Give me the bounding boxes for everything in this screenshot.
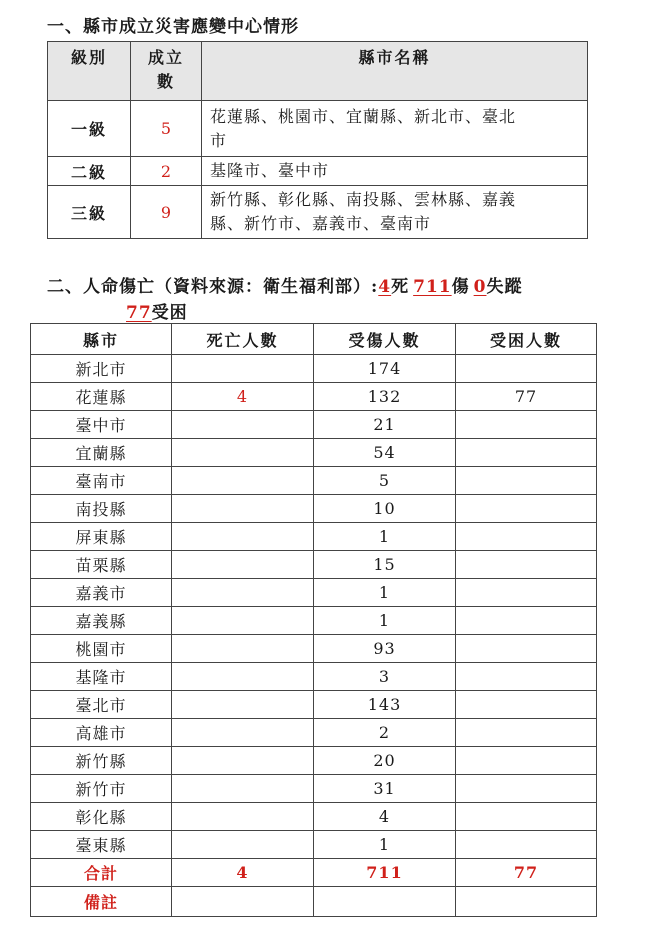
table-row xyxy=(31,439,597,467)
cities-cell: 花蓮縣、桃園市、宜蘭縣、新北市、臺北 市 xyxy=(202,101,588,157)
injured-cell: 54 xyxy=(314,439,456,467)
trapped-cell xyxy=(456,691,597,719)
table-row xyxy=(48,101,588,157)
trapped-cell: 77 xyxy=(456,383,597,411)
injured-cell: 2 xyxy=(314,719,456,747)
city-cell: 南投縣 xyxy=(31,495,172,523)
deaths-cell xyxy=(172,411,314,439)
city-cell: 屏東縣 xyxy=(31,523,172,551)
missing-total: 0 xyxy=(473,277,487,297)
table-header-row xyxy=(48,42,588,101)
table-row xyxy=(48,186,588,239)
trapped-cell xyxy=(456,467,597,495)
trapped-cell xyxy=(456,803,597,831)
deaths-cell xyxy=(172,579,314,607)
trapped-cell xyxy=(456,775,597,803)
injured-cell: 93 xyxy=(314,635,456,663)
trapped-cell xyxy=(456,439,597,467)
trapped-cell xyxy=(456,719,597,747)
table-row xyxy=(48,157,588,186)
table-row xyxy=(31,523,597,551)
count-cell: 9 xyxy=(131,186,202,239)
deaths-cell xyxy=(172,775,314,803)
deaths-cell xyxy=(172,663,314,691)
trapped-total: 77 xyxy=(126,303,152,323)
city-cell: 臺中市 xyxy=(31,411,172,439)
note-cell xyxy=(456,887,597,917)
header-city: 縣市 xyxy=(31,324,172,355)
table-row xyxy=(31,747,597,775)
injured-cell: 1 xyxy=(314,579,456,607)
injured-cell: 5 xyxy=(314,467,456,495)
injured-cell: 1 xyxy=(314,607,456,635)
trapped-cell xyxy=(456,579,597,607)
deaths-cell xyxy=(172,551,314,579)
table-row xyxy=(31,635,597,663)
level-cell: 二級 xyxy=(48,157,131,186)
deaths-cell xyxy=(172,803,314,831)
table-row xyxy=(31,719,597,747)
city-cell: 彰化縣 xyxy=(31,803,172,831)
city-cell: 桃園市 xyxy=(31,635,172,663)
trapped-cell xyxy=(456,831,597,859)
trapped-cell xyxy=(456,355,597,383)
injured-cell: 143 xyxy=(314,691,456,719)
deaths-cell xyxy=(172,467,314,495)
header-count: 成立 數 xyxy=(131,42,202,101)
table-row xyxy=(31,831,597,859)
deaths-unit: 死 xyxy=(391,277,410,297)
city-cell: 新竹市 xyxy=(31,775,172,803)
city-cell: 新北市 xyxy=(31,355,172,383)
city-cell: 新竹縣 xyxy=(31,747,172,775)
table-row xyxy=(31,607,597,635)
injured-cell: 4 xyxy=(314,803,456,831)
table-row xyxy=(31,411,597,439)
trapped-cell xyxy=(456,635,597,663)
header-deaths: 死亡人數 xyxy=(172,324,314,355)
header-injured: 受傷人數 xyxy=(314,324,456,355)
injured-cell: 20 xyxy=(314,747,456,775)
city-cell: 花蓮縣 xyxy=(31,383,172,411)
city-cell: 臺東縣 xyxy=(31,831,172,859)
deaths-cell xyxy=(172,635,314,663)
deaths-cell xyxy=(172,831,314,859)
note-row xyxy=(31,887,597,917)
injured-cell: 1 xyxy=(314,831,456,859)
level-cell: 一級 xyxy=(48,101,131,157)
injured-unit: 傷 xyxy=(451,277,470,297)
table-row xyxy=(31,467,597,495)
injured-cell: 1 xyxy=(314,523,456,551)
deaths-cell: 4 xyxy=(172,383,314,411)
note-cell xyxy=(172,887,314,917)
city-cell: 臺北市 xyxy=(31,691,172,719)
city-cell: 苗栗縣 xyxy=(31,551,172,579)
total-trapped: 77 xyxy=(456,859,597,887)
injured-cell: 3 xyxy=(314,663,456,691)
injured-cell: 10 xyxy=(314,495,456,523)
count-cell: 2 xyxy=(131,157,202,186)
injured-cell: 132 xyxy=(314,383,456,411)
total-deaths: 4 xyxy=(172,859,314,887)
table-row xyxy=(31,579,597,607)
cities-cell: 新竹縣、彰化縣、南投縣、雲林縣、嘉義 縣、新竹市、嘉義市、臺南市 xyxy=(202,186,588,239)
city-cell: 高雄市 xyxy=(31,719,172,747)
deaths-cell xyxy=(172,691,314,719)
trapped-cell xyxy=(456,551,597,579)
trapped-cell xyxy=(456,495,597,523)
header-level: 級別 xyxy=(48,42,131,101)
total-injured: 711 xyxy=(314,859,456,887)
city-cell: 基隆市 xyxy=(31,663,172,691)
table-row xyxy=(31,663,597,691)
injured-total: 711 xyxy=(413,277,452,297)
table-header-row xyxy=(31,324,597,355)
trapped-cell xyxy=(456,747,597,775)
deaths-cell xyxy=(172,355,314,383)
section1-title: 一、縣市成立災害應變中心情形 xyxy=(47,17,299,37)
header-trapped: 受困人數 xyxy=(456,324,597,355)
city-cell: 嘉義縣 xyxy=(31,607,172,635)
table-row xyxy=(31,691,597,719)
injured-cell: 15 xyxy=(314,551,456,579)
missing-unit: 失蹤 xyxy=(486,277,523,297)
trapped-cell xyxy=(456,663,597,691)
deaths-cell xyxy=(172,439,314,467)
header-city-names: 縣市名稱 xyxy=(202,42,588,101)
level-cell: 三級 xyxy=(48,186,131,239)
section2-title-prefix: 二、人命傷亡（資料來源：衛生福利部）: xyxy=(47,277,379,297)
deaths-total: 4 xyxy=(378,277,392,297)
total-label: 合計 xyxy=(31,859,172,887)
trapped-cell xyxy=(456,523,597,551)
city-cell: 嘉義市 xyxy=(31,579,172,607)
trapped-cell xyxy=(456,607,597,635)
deaths-cell xyxy=(172,747,314,775)
deaths-cell xyxy=(172,719,314,747)
section2-title-line2 xyxy=(126,298,188,323)
table-row xyxy=(31,383,597,411)
response-center-table xyxy=(47,41,588,239)
table-row xyxy=(31,495,597,523)
cities-cell: 基隆市、臺中市 xyxy=(202,157,588,186)
total-row xyxy=(31,859,597,887)
trapped-unit: 受困 xyxy=(151,303,188,323)
injured-cell: 21 xyxy=(314,411,456,439)
section2-title xyxy=(47,272,522,297)
casualties-table xyxy=(30,323,597,917)
deaths-cell xyxy=(172,495,314,523)
deaths-cell xyxy=(172,607,314,635)
note-label: 備註 xyxy=(31,887,172,917)
injured-cell: 31 xyxy=(314,775,456,803)
city-cell: 宜蘭縣 xyxy=(31,439,172,467)
table-row xyxy=(31,803,597,831)
table-row xyxy=(31,775,597,803)
note-cell xyxy=(314,887,456,917)
deaths-cell xyxy=(172,523,314,551)
count-cell: 5 xyxy=(131,101,202,157)
table-row xyxy=(31,551,597,579)
city-cell: 臺南市 xyxy=(31,467,172,495)
injured-cell: 174 xyxy=(314,355,456,383)
table-row xyxy=(31,355,597,383)
trapped-cell xyxy=(456,411,597,439)
